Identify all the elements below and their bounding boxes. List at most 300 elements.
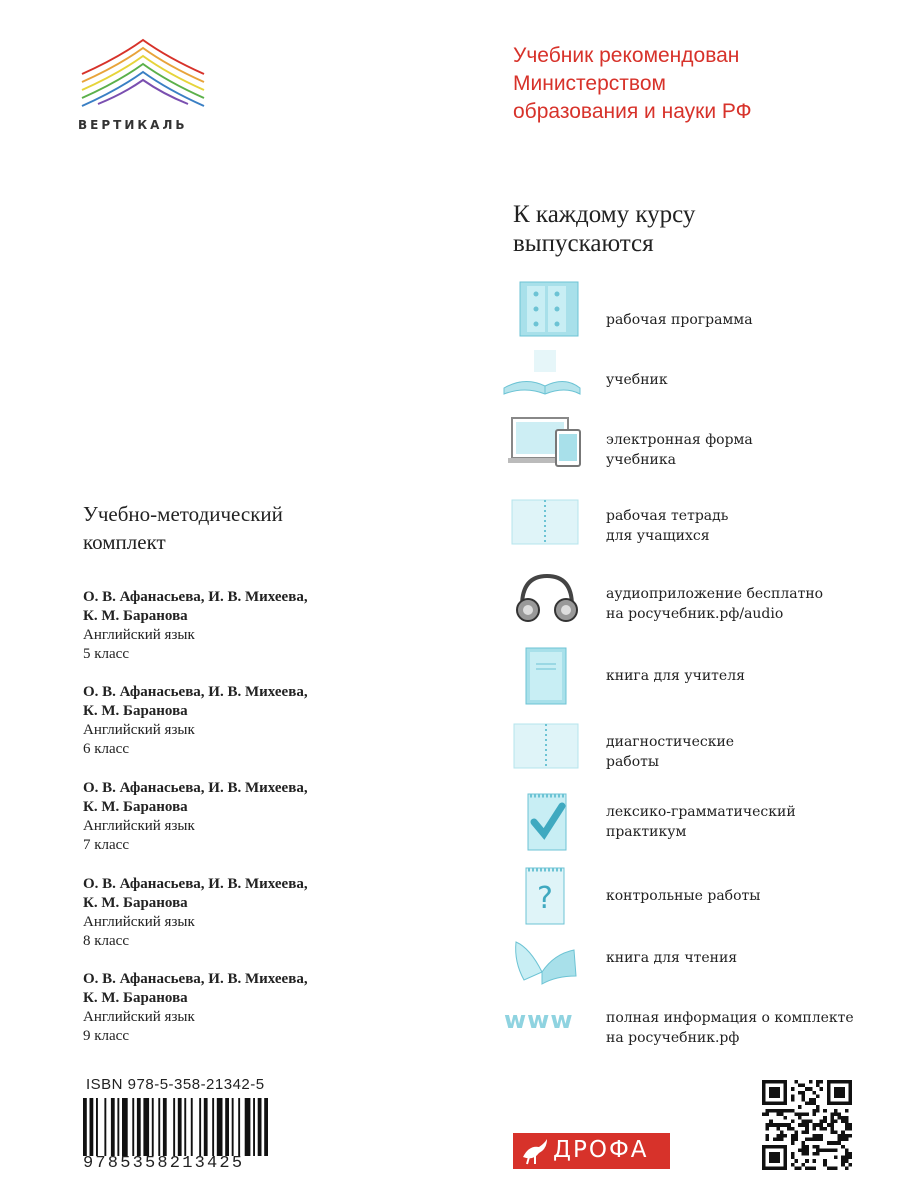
qr-module bbox=[769, 1120, 773, 1124]
qr-module bbox=[848, 1134, 852, 1138]
qr-module bbox=[791, 1087, 795, 1091]
barcode-bar bbox=[143, 1098, 149, 1156]
list-item-practicum bbox=[500, 792, 890, 852]
qr-module bbox=[780, 1102, 784, 1106]
qr-module bbox=[827, 1084, 831, 1088]
qr-module bbox=[798, 1116, 802, 1120]
barcode-bar bbox=[152, 1098, 154, 1156]
qr-module bbox=[773, 1080, 777, 1084]
qr-module bbox=[830, 1123, 834, 1127]
drofa-bird-icon bbox=[517, 1133, 551, 1169]
barcode-bar bbox=[158, 1098, 160, 1156]
qr-module bbox=[845, 1159, 849, 1163]
qr-module bbox=[773, 1152, 777, 1156]
qr-module bbox=[812, 1159, 816, 1163]
qr-module bbox=[848, 1094, 852, 1098]
qr-module bbox=[838, 1087, 842, 1091]
checkmark-notebook-icon bbox=[500, 792, 582, 852]
list-item-tests bbox=[500, 866, 890, 926]
qr-module bbox=[776, 1080, 780, 1084]
qr-module bbox=[784, 1145, 788, 1149]
umk-heading-line-1: Учебно-методический bbox=[83, 502, 283, 526]
qr-module bbox=[798, 1112, 802, 1116]
qr-module bbox=[805, 1148, 809, 1152]
qr-module bbox=[776, 1152, 780, 1156]
qr-module bbox=[766, 1145, 770, 1149]
qr-module bbox=[805, 1130, 809, 1134]
barcode bbox=[83, 1098, 279, 1156]
barcode-bar bbox=[96, 1098, 98, 1156]
qr-module bbox=[827, 1091, 831, 1095]
qr-module bbox=[838, 1116, 842, 1120]
qr-module bbox=[845, 1123, 849, 1127]
qr-module bbox=[791, 1120, 795, 1124]
qr-module bbox=[834, 1091, 838, 1095]
qr-module bbox=[766, 1134, 770, 1138]
qr-module bbox=[834, 1130, 838, 1134]
qr-module bbox=[848, 1102, 852, 1106]
qr-module bbox=[848, 1098, 852, 1102]
qr-module bbox=[805, 1123, 809, 1127]
qr-module bbox=[816, 1134, 820, 1138]
book-authors-cont: К. М. Баранова bbox=[83, 799, 188, 815]
electronic-form-icon bbox=[500, 412, 582, 472]
qr-module bbox=[812, 1102, 816, 1106]
qr-module bbox=[802, 1130, 806, 1134]
qr-module bbox=[780, 1145, 784, 1149]
qr-module bbox=[776, 1123, 780, 1127]
item-label-line-1: электронная форма bbox=[606, 432, 753, 448]
qr-module bbox=[816, 1105, 820, 1109]
qr-module bbox=[809, 1098, 813, 1102]
qr-module bbox=[780, 1080, 784, 1084]
item-label: книга для учителя bbox=[606, 668, 745, 684]
book-grade: 6 класс bbox=[83, 741, 129, 757]
qr-module bbox=[762, 1102, 766, 1106]
qr-module bbox=[784, 1109, 788, 1113]
list-item-diagnostic bbox=[500, 716, 890, 776]
qr-module bbox=[784, 1094, 788, 1098]
qr-module bbox=[805, 1087, 809, 1091]
qr-module bbox=[787, 1109, 791, 1113]
qr-module bbox=[802, 1091, 806, 1095]
book-grade: 9 класс bbox=[83, 1028, 129, 1044]
qr-module bbox=[812, 1091, 816, 1095]
qr-module bbox=[805, 1112, 809, 1116]
qr-module bbox=[802, 1141, 806, 1145]
qr-module bbox=[812, 1145, 816, 1149]
qr-module bbox=[784, 1080, 788, 1084]
book-entry-7 bbox=[83, 779, 308, 855]
qr-module bbox=[827, 1080, 831, 1084]
qr-module bbox=[816, 1084, 820, 1088]
qr-module bbox=[845, 1138, 849, 1142]
qr-module bbox=[827, 1123, 831, 1127]
qr-module bbox=[784, 1156, 788, 1160]
qr-module bbox=[838, 1091, 842, 1095]
qr-module bbox=[809, 1138, 813, 1142]
question-notebook-icon bbox=[500, 866, 582, 926]
qr-module bbox=[794, 1134, 798, 1138]
qr-module bbox=[773, 1156, 777, 1160]
qr-module bbox=[830, 1120, 834, 1124]
qr-module bbox=[791, 1163, 795, 1167]
qr-module bbox=[776, 1166, 780, 1170]
barcode-bar bbox=[178, 1098, 182, 1156]
qr-module bbox=[802, 1123, 806, 1127]
qr-module bbox=[841, 1159, 845, 1163]
book-authors: О. В. Афанасьева, И. В. Михеева, bbox=[83, 780, 308, 796]
qr-module bbox=[845, 1127, 849, 1131]
qr-module bbox=[762, 1084, 766, 1088]
recommendation-line-3: образования и науки РФ bbox=[513, 100, 752, 123]
qr-module bbox=[816, 1148, 820, 1152]
item-label-line-1: лексико-грамматический bbox=[606, 804, 796, 820]
qr-module bbox=[845, 1080, 849, 1084]
qr-module bbox=[820, 1148, 824, 1152]
qr-module bbox=[841, 1102, 845, 1106]
qr-module bbox=[762, 1156, 766, 1160]
qr-module bbox=[784, 1084, 788, 1088]
item-label-line-1: аудиоприложение бесплатно bbox=[606, 586, 824, 602]
list-item-work-program bbox=[500, 280, 890, 340]
book-entry-6 bbox=[83, 683, 308, 759]
qr-module bbox=[791, 1156, 795, 1160]
qr-module bbox=[820, 1087, 824, 1091]
qr-module bbox=[823, 1120, 827, 1124]
qr-module bbox=[773, 1145, 777, 1149]
qr-module bbox=[816, 1145, 820, 1149]
qr-module bbox=[802, 1145, 806, 1149]
qr-module bbox=[769, 1156, 773, 1160]
qr-module bbox=[776, 1087, 780, 1091]
qr-module bbox=[812, 1166, 816, 1170]
book-authors: О. В. Афанасьева, И. В. Михеева, bbox=[83, 971, 308, 987]
qr-module bbox=[794, 1112, 798, 1116]
barcode-bar bbox=[217, 1098, 223, 1156]
qr-module bbox=[823, 1109, 827, 1113]
qr-module bbox=[766, 1166, 770, 1170]
qr-module bbox=[776, 1159, 780, 1163]
qr-module bbox=[823, 1163, 827, 1167]
qr-module bbox=[834, 1166, 838, 1170]
qr-module bbox=[812, 1109, 816, 1113]
qr-module bbox=[827, 1166, 831, 1170]
barcode-bar bbox=[111, 1098, 115, 1156]
qr-module bbox=[838, 1094, 842, 1098]
item-label-line-2: для учащихся bbox=[606, 528, 710, 544]
qr-module bbox=[791, 1134, 795, 1138]
qr-module bbox=[769, 1152, 773, 1156]
qr-module bbox=[798, 1123, 802, 1127]
barcode-bar bbox=[122, 1098, 128, 1156]
qr-module bbox=[762, 1098, 766, 1102]
barcode-bar bbox=[232, 1098, 234, 1156]
qr-module bbox=[834, 1112, 838, 1116]
book-authors-cont: К. М. Баранова bbox=[83, 990, 188, 1006]
qr-module bbox=[776, 1138, 780, 1142]
book-subject: Английский язык bbox=[83, 722, 195, 738]
qr-module bbox=[834, 1094, 838, 1098]
book-entry-5 bbox=[83, 588, 308, 664]
qr-module bbox=[848, 1163, 852, 1167]
qr-module bbox=[769, 1080, 773, 1084]
book-subject: Английский язык bbox=[83, 818, 195, 834]
book-grade: 5 класс bbox=[83, 646, 129, 662]
qr-module bbox=[812, 1112, 816, 1116]
qr-module bbox=[769, 1166, 773, 1170]
qr-module bbox=[794, 1159, 798, 1163]
qr-module bbox=[841, 1138, 845, 1142]
qr-module bbox=[773, 1091, 777, 1095]
qr-module bbox=[845, 1102, 849, 1106]
list-item-textbook bbox=[500, 346, 890, 406]
item-label-line-2: практикум bbox=[606, 824, 687, 840]
qr-module bbox=[787, 1127, 791, 1131]
qr-module bbox=[780, 1134, 784, 1138]
qr-module bbox=[809, 1102, 813, 1106]
item-label-group bbox=[606, 1008, 854, 1048]
qr-module bbox=[809, 1087, 813, 1091]
qr-module bbox=[830, 1102, 834, 1106]
qr-module bbox=[773, 1166, 777, 1170]
qr-module bbox=[812, 1134, 816, 1138]
headphones-icon bbox=[500, 570, 582, 630]
item-label: учебник bbox=[606, 372, 668, 388]
qr-module bbox=[834, 1156, 838, 1160]
course-heading bbox=[513, 200, 695, 258]
book-authors-cont: К. М. Баранова bbox=[83, 895, 188, 911]
qr-module bbox=[802, 1098, 806, 1102]
qr-module bbox=[838, 1102, 842, 1106]
qr-module bbox=[841, 1087, 845, 1091]
qr-module bbox=[769, 1094, 773, 1098]
barcode-bar bbox=[163, 1098, 167, 1156]
barcode-number: 9785358213425 bbox=[83, 1154, 245, 1173]
qr-module bbox=[827, 1141, 831, 1145]
list-item-www bbox=[500, 990, 890, 1050]
qr-module bbox=[841, 1091, 845, 1095]
qr-module bbox=[776, 1109, 780, 1113]
isbn-text: ISBN 978-5-358-21342-5 bbox=[86, 1076, 265, 1093]
item-label-line-2: на росучебник.рф bbox=[606, 1030, 740, 1046]
qr-module bbox=[780, 1130, 784, 1134]
qr-module bbox=[762, 1094, 766, 1098]
publisher-name: ДРОФА bbox=[553, 1137, 649, 1163]
qr-module bbox=[805, 1159, 809, 1163]
qr-module bbox=[845, 1120, 849, 1124]
qr-module bbox=[845, 1134, 849, 1138]
qr-module bbox=[802, 1112, 806, 1116]
qr-module bbox=[766, 1080, 770, 1084]
qr-module bbox=[834, 1087, 838, 1091]
item-label-line-2: на росучебник.рф/audio bbox=[606, 606, 784, 622]
barcode-bar bbox=[184, 1098, 186, 1156]
qr-module bbox=[845, 1166, 849, 1170]
qr-module bbox=[820, 1080, 824, 1084]
qr-module bbox=[794, 1130, 798, 1134]
workbook-icon bbox=[500, 490, 582, 550]
list-item-workbook bbox=[500, 490, 890, 550]
qr-module bbox=[784, 1148, 788, 1152]
book-subject: Английский язык bbox=[83, 1009, 195, 1025]
qr-module bbox=[773, 1087, 777, 1091]
umk-heading bbox=[83, 500, 283, 556]
list-item-teacher-book bbox=[500, 646, 890, 706]
barcode-bar bbox=[225, 1098, 229, 1156]
list-item-electronic-form bbox=[500, 412, 890, 472]
qr-module bbox=[780, 1109, 784, 1113]
list-item-audio bbox=[500, 570, 890, 630]
qr-module bbox=[762, 1148, 766, 1152]
qr-module bbox=[769, 1091, 773, 1095]
item-label-line-1: диагностические bbox=[606, 734, 735, 750]
barcode-bar bbox=[253, 1098, 255, 1156]
qr-module bbox=[830, 1112, 834, 1116]
qr-module bbox=[834, 1148, 838, 1152]
qr-module bbox=[776, 1134, 780, 1138]
qr-module bbox=[845, 1148, 849, 1152]
qr-module bbox=[762, 1087, 766, 1091]
barcode-bar bbox=[264, 1098, 268, 1156]
course-heading-line-1: К каждому курсу bbox=[513, 201, 696, 228]
barcode-bar bbox=[245, 1098, 251, 1156]
qr-module bbox=[794, 1080, 798, 1084]
qr-module bbox=[802, 1094, 806, 1098]
qr-module bbox=[805, 1138, 809, 1142]
qr-module bbox=[773, 1159, 777, 1163]
qr-module bbox=[838, 1112, 842, 1116]
item-label-line-1: полная информация о комплекте bbox=[606, 1010, 854, 1026]
book-authors-cont: К. М. Баранова bbox=[83, 608, 188, 624]
qr-module bbox=[830, 1166, 834, 1170]
qr-module bbox=[816, 1138, 820, 1142]
qr-module bbox=[798, 1091, 802, 1095]
qr-module bbox=[802, 1152, 806, 1156]
item-label-group bbox=[606, 584, 823, 624]
book-authors: О. В. Афанасьева, И. В. Михеева, bbox=[83, 589, 308, 605]
qr-module bbox=[791, 1109, 795, 1113]
item-label-group bbox=[606, 506, 728, 546]
book-grade: 8 класс bbox=[83, 933, 129, 949]
qr-module bbox=[830, 1080, 834, 1084]
barcode-bar bbox=[238, 1098, 240, 1156]
qr-module bbox=[834, 1102, 838, 1106]
qr-module bbox=[802, 1120, 806, 1124]
qr-module bbox=[769, 1087, 773, 1091]
recommendation-line-2: Министерством bbox=[513, 72, 666, 95]
qr-module bbox=[773, 1109, 777, 1113]
qr-module bbox=[848, 1123, 852, 1127]
qr-module bbox=[802, 1084, 806, 1088]
qr-module bbox=[798, 1084, 802, 1088]
qr-module bbox=[766, 1112, 770, 1116]
qr-module bbox=[791, 1141, 795, 1145]
qr-module bbox=[805, 1120, 809, 1124]
umk-heading-line-2: комплект bbox=[83, 530, 166, 554]
qr-module bbox=[812, 1152, 816, 1156]
qr-module bbox=[816, 1152, 820, 1156]
qr-module bbox=[841, 1116, 845, 1120]
qr-module bbox=[809, 1080, 813, 1084]
qr-module bbox=[830, 1116, 834, 1120]
book-entry-8 bbox=[83, 875, 308, 951]
qr-module bbox=[838, 1134, 842, 1138]
qr-module bbox=[784, 1091, 788, 1095]
qr-module bbox=[776, 1156, 780, 1160]
qr-module bbox=[841, 1130, 845, 1134]
qr-module bbox=[762, 1112, 766, 1116]
qr-module bbox=[773, 1123, 777, 1127]
qr-module bbox=[776, 1091, 780, 1095]
item-label-line-1: рабочая тетрадь bbox=[606, 508, 729, 524]
qr-module bbox=[762, 1166, 766, 1170]
qr-module bbox=[848, 1127, 852, 1131]
qr-module bbox=[762, 1145, 766, 1149]
qr-module bbox=[784, 1134, 788, 1138]
book-entry-9 bbox=[83, 970, 308, 1046]
diagnostic-notebook-icon bbox=[500, 716, 582, 776]
qr-module bbox=[791, 1152, 795, 1156]
barcode-bar bbox=[83, 1098, 87, 1156]
qr-module bbox=[834, 1120, 838, 1124]
qr-module bbox=[827, 1094, 831, 1098]
qr-module bbox=[791, 1094, 795, 1098]
book-grade: 7 класс bbox=[83, 837, 129, 853]
qr-module bbox=[830, 1141, 834, 1145]
list-item-reading-book bbox=[500, 928, 890, 988]
qr-module bbox=[827, 1087, 831, 1091]
qr-module bbox=[776, 1102, 780, 1106]
qr-module bbox=[780, 1123, 784, 1127]
qr-module bbox=[766, 1138, 770, 1142]
qr-module bbox=[848, 1080, 852, 1084]
qr-module bbox=[780, 1138, 784, 1142]
qr-module bbox=[762, 1080, 766, 1084]
qr-module bbox=[802, 1148, 806, 1152]
qr-module bbox=[848, 1156, 852, 1160]
qr-module bbox=[827, 1148, 831, 1152]
qr-module bbox=[823, 1127, 827, 1131]
qr-module bbox=[773, 1094, 777, 1098]
qr-module bbox=[776, 1127, 780, 1131]
qr-module bbox=[784, 1098, 788, 1102]
qr-module bbox=[805, 1102, 809, 1106]
qr-module bbox=[838, 1141, 842, 1145]
qr-module bbox=[780, 1112, 784, 1116]
qr-module bbox=[820, 1120, 824, 1124]
qr-module bbox=[848, 1091, 852, 1095]
qr-module bbox=[769, 1123, 773, 1127]
qr-module bbox=[841, 1145, 845, 1149]
qr-module bbox=[820, 1138, 824, 1142]
qr-module bbox=[794, 1166, 798, 1170]
qr-module bbox=[798, 1105, 802, 1109]
qr-module bbox=[762, 1159, 766, 1163]
qr-module bbox=[766, 1102, 770, 1106]
barcode-bar bbox=[104, 1098, 106, 1156]
qr-module bbox=[762, 1152, 766, 1156]
qr-module bbox=[791, 1098, 795, 1102]
qr-module bbox=[827, 1098, 831, 1102]
qr-module bbox=[776, 1145, 780, 1149]
qr-module bbox=[784, 1116, 788, 1120]
qr-module bbox=[848, 1152, 852, 1156]
qr-module bbox=[769, 1102, 773, 1106]
qr-module bbox=[784, 1163, 788, 1167]
item-label-line-2: работы bbox=[606, 754, 660, 770]
qr-module bbox=[791, 1127, 795, 1131]
